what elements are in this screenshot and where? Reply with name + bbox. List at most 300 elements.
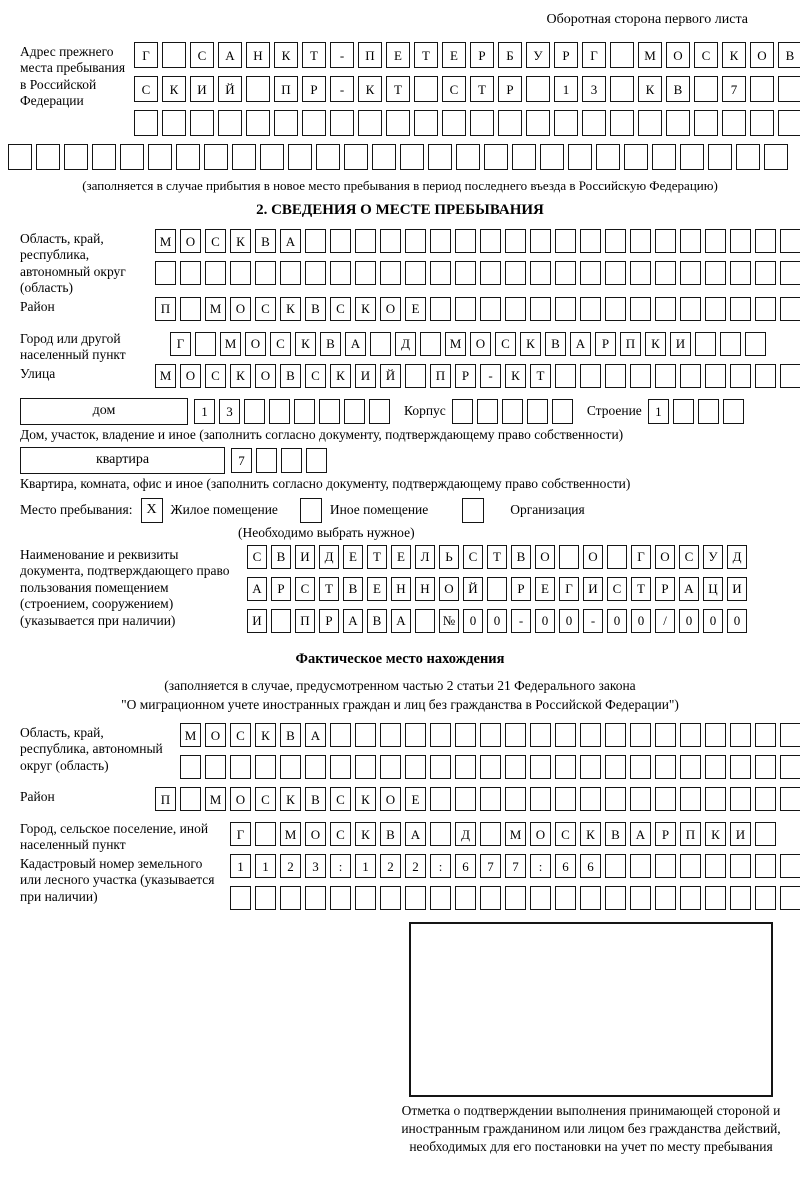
char-cell[interactable] (480, 787, 501, 811)
char-cell[interactable] (505, 886, 526, 910)
char-cell[interactable] (355, 261, 376, 285)
char-cell[interactable]: С (330, 822, 351, 846)
char-cell[interactable] (630, 755, 651, 779)
char-cell[interactable] (134, 110, 158, 136)
char-cell[interactable] (480, 229, 501, 253)
apartment-box[interactable] (20, 447, 225, 474)
char-cell[interactable]: Й (380, 364, 401, 388)
char-cell[interactable]: С (255, 787, 276, 811)
char-cell[interactable]: К (638, 76, 662, 102)
char-cell[interactable]: 1 (255, 854, 276, 878)
char-cell[interactable]: Ц (703, 577, 723, 601)
char-cell[interactable] (480, 886, 501, 910)
char-cell[interactable] (305, 886, 326, 910)
char-cell[interactable]: О (245, 332, 266, 356)
char-cell[interactable]: Н (415, 577, 435, 601)
char-cell[interactable] (180, 755, 201, 779)
char-cell[interactable] (666, 110, 690, 136)
char-cell[interactable] (780, 787, 800, 811)
char-cell[interactable] (255, 261, 276, 285)
char-cell[interactable] (281, 448, 302, 473)
char-cell[interactable] (607, 545, 627, 569)
char-cell[interactable] (630, 787, 651, 811)
char-cell[interactable] (480, 297, 501, 321)
char-cell[interactable] (316, 144, 340, 170)
char-cell[interactable]: : (530, 854, 551, 878)
char-cell[interactable]: 0 (703, 609, 723, 633)
char-cell[interactable] (755, 364, 776, 388)
char-cell[interactable] (630, 364, 651, 388)
char-cell[interactable] (302, 110, 326, 136)
char-cell[interactable]: Й (463, 577, 483, 601)
char-cell[interactable] (605, 364, 626, 388)
char-cell[interactable]: П (680, 822, 701, 846)
char-cell[interactable]: П (295, 609, 315, 633)
char-cell[interactable] (230, 261, 251, 285)
char-cell[interactable]: О (230, 787, 251, 811)
char-cell[interactable] (580, 886, 601, 910)
char-cell[interactable] (176, 144, 200, 170)
char-cell[interactable]: Т (631, 577, 651, 601)
char-cell[interactable]: 6 (455, 854, 476, 878)
char-cell[interactable] (680, 854, 701, 878)
char-cell[interactable]: С (694, 42, 718, 68)
char-cell[interactable]: С (295, 577, 315, 601)
char-cell[interactable] (190, 110, 214, 136)
char-cell[interactable]: В (280, 364, 301, 388)
char-cell[interactable] (380, 886, 401, 910)
char-cell[interactable]: М (205, 297, 226, 321)
char-cell[interactable]: П (274, 76, 298, 102)
char-cell[interactable] (680, 144, 704, 170)
char-cell[interactable] (526, 110, 550, 136)
char-cell[interactable] (405, 229, 426, 253)
char-cell[interactable] (580, 229, 601, 253)
char-cell[interactable]: Р (470, 42, 494, 68)
char-cell[interactable] (605, 886, 626, 910)
char-cell[interactable]: Е (405, 297, 426, 321)
char-cell[interactable]: П (358, 42, 382, 68)
char-cell[interactable] (232, 144, 256, 170)
char-cell[interactable] (415, 609, 435, 633)
char-cell[interactable]: Е (535, 577, 555, 601)
char-cell[interactable]: В (305, 787, 326, 811)
char-cell[interactable] (274, 110, 298, 136)
char-cell[interactable]: Р (554, 42, 578, 68)
char-cell[interactable]: К (355, 787, 376, 811)
char-cell[interactable] (355, 886, 376, 910)
char-cell[interactable] (610, 110, 634, 136)
char-cell[interactable] (580, 755, 601, 779)
char-cell[interactable]: Д (727, 545, 747, 569)
char-cell[interactable] (255, 886, 276, 910)
char-cell[interactable]: С (255, 297, 276, 321)
char-cell[interactable] (8, 144, 32, 170)
char-cell[interactable]: М (445, 332, 466, 356)
char-cell[interactable] (530, 787, 551, 811)
char-cell[interactable]: О (583, 545, 603, 569)
char-cell[interactable]: В (271, 545, 291, 569)
char-cell[interactable] (358, 110, 382, 136)
char-cell[interactable] (305, 755, 326, 779)
char-cell[interactable] (330, 110, 354, 136)
char-cell[interactable]: Г (559, 577, 579, 601)
char-cell[interactable]: К (295, 332, 316, 356)
char-cell[interactable]: М (638, 42, 662, 68)
char-cell[interactable]: Т (386, 76, 410, 102)
char-cell[interactable] (484, 144, 508, 170)
char-cell[interactable] (162, 42, 186, 68)
char-cell[interactable] (480, 822, 501, 846)
char-cell[interactable] (305, 261, 326, 285)
char-cell[interactable] (455, 886, 476, 910)
char-cell[interactable] (380, 723, 401, 747)
char-cell[interactable] (330, 229, 351, 253)
char-cell[interactable]: П (155, 297, 176, 321)
char-cell[interactable]: Т (530, 364, 551, 388)
char-cell[interactable]: 7 (722, 76, 746, 102)
char-cell[interactable]: - (480, 364, 501, 388)
char-cell[interactable]: К (355, 822, 376, 846)
char-cell[interactable]: И (190, 76, 214, 102)
char-cell[interactable] (750, 110, 774, 136)
char-cell[interactable] (319, 399, 340, 424)
char-cell[interactable]: В (367, 609, 387, 633)
char-cell[interactable] (355, 229, 376, 253)
char-cell[interactable] (730, 261, 751, 285)
char-cell[interactable] (430, 229, 451, 253)
char-cell[interactable]: С (270, 332, 291, 356)
char-cell[interactable] (505, 723, 526, 747)
char-cell[interactable]: И (583, 577, 603, 601)
char-cell[interactable]: О (255, 364, 276, 388)
char-cell[interactable] (730, 787, 751, 811)
char-cell[interactable] (705, 364, 726, 388)
char-cell[interactable]: К (505, 364, 526, 388)
char-cell[interactable] (730, 723, 751, 747)
char-cell[interactable] (155, 261, 176, 285)
char-cell[interactable]: И (670, 332, 691, 356)
char-cell[interactable]: К (580, 822, 601, 846)
char-cell[interactable]: 2 (280, 854, 301, 878)
char-cell[interactable]: Р (271, 577, 291, 601)
char-cell[interactable]: А (405, 822, 426, 846)
char-cell[interactable] (405, 755, 426, 779)
char-cell[interactable] (204, 144, 228, 170)
char-cell[interactable]: 6 (580, 854, 601, 878)
char-cell[interactable]: 2 (405, 854, 426, 878)
char-cell[interactable] (680, 261, 701, 285)
char-cell[interactable] (778, 76, 800, 102)
char-cell[interactable]: Т (319, 577, 339, 601)
char-cell[interactable]: Р (655, 577, 675, 601)
char-cell[interactable] (414, 76, 438, 102)
char-cell[interactable]: С (134, 76, 158, 102)
char-cell[interactable]: М (205, 787, 226, 811)
char-cell[interactable]: П (155, 787, 176, 811)
char-cell[interactable]: 1 (554, 76, 578, 102)
char-cell[interactable] (555, 261, 576, 285)
char-cell[interactable]: Н (246, 42, 270, 68)
char-cell[interactable] (386, 110, 410, 136)
char-cell[interactable] (652, 144, 676, 170)
char-cell[interactable] (205, 261, 226, 285)
char-cell[interactable]: Л (415, 545, 435, 569)
char-cell[interactable] (430, 723, 451, 747)
char-cell[interactable] (455, 755, 476, 779)
char-cell[interactable] (610, 42, 634, 68)
char-cell[interactable] (344, 399, 365, 424)
char-cell[interactable]: О (666, 42, 690, 68)
char-cell[interactable] (330, 261, 351, 285)
char-cell[interactable]: И (295, 545, 315, 569)
char-cell[interactable] (722, 110, 746, 136)
char-cell[interactable]: Т (487, 545, 507, 569)
char-cell[interactable] (36, 144, 60, 170)
char-cell[interactable] (430, 787, 451, 811)
char-cell[interactable] (526, 76, 550, 102)
char-cell[interactable]: Й (218, 76, 242, 102)
char-cell[interactable]: А (280, 229, 301, 253)
char-cell[interactable] (120, 144, 144, 170)
char-cell[interactable]: № (439, 609, 459, 633)
char-cell[interactable]: О (380, 297, 401, 321)
char-cell[interactable] (380, 229, 401, 253)
char-cell[interactable]: Г (230, 822, 251, 846)
char-cell[interactable]: К (358, 76, 382, 102)
char-cell[interactable]: И (727, 577, 747, 601)
char-cell[interactable] (280, 886, 301, 910)
char-cell[interactable] (764, 144, 788, 170)
char-cell[interactable] (680, 755, 701, 779)
char-cell[interactable]: 2 (380, 854, 401, 878)
char-cell[interactable]: 7 (231, 448, 252, 473)
char-cell[interactable] (527, 399, 548, 424)
char-cell[interactable] (730, 854, 751, 878)
char-cell[interactable]: А (630, 822, 651, 846)
char-cell[interactable] (244, 399, 265, 424)
char-cell[interactable]: К (274, 42, 298, 68)
char-cell[interactable]: О (439, 577, 459, 601)
char-cell[interactable]: Д (455, 822, 476, 846)
char-cell[interactable] (195, 332, 216, 356)
char-cell[interactable] (477, 399, 498, 424)
char-cell[interactable] (148, 144, 172, 170)
char-cell[interactable] (540, 144, 564, 170)
char-cell[interactable]: - (330, 76, 354, 102)
char-cell[interactable]: 0 (487, 609, 507, 633)
char-cell[interactable]: М (180, 723, 201, 747)
char-cell[interactable]: П (620, 332, 641, 356)
char-cell[interactable] (230, 755, 251, 779)
char-cell[interactable]: 1 (230, 854, 251, 878)
char-cell[interactable] (530, 723, 551, 747)
char-cell[interactable] (162, 110, 186, 136)
char-cell[interactable] (680, 364, 701, 388)
char-cell[interactable] (306, 448, 327, 473)
char-cell[interactable] (655, 297, 676, 321)
char-cell[interactable] (355, 755, 376, 779)
char-cell[interactable] (655, 364, 676, 388)
char-cell[interactable] (405, 261, 426, 285)
char-cell[interactable] (330, 723, 351, 747)
char-cell[interactable]: С (442, 76, 466, 102)
char-cell[interactable]: О (305, 822, 326, 846)
char-cell[interactable] (694, 110, 718, 136)
char-cell[interactable]: Е (343, 545, 363, 569)
char-cell[interactable] (552, 399, 573, 424)
char-cell[interactable] (780, 297, 800, 321)
char-cell[interactable] (260, 144, 284, 170)
char-cell[interactable]: К (722, 42, 746, 68)
char-cell[interactable]: К (355, 297, 376, 321)
char-cell[interactable]: М (280, 822, 301, 846)
char-cell[interactable]: С (679, 545, 699, 569)
char-cell[interactable] (344, 144, 368, 170)
char-cell[interactable] (580, 364, 601, 388)
char-cell[interactable] (420, 332, 441, 356)
char-cell[interactable] (605, 787, 626, 811)
char-cell[interactable]: Р (595, 332, 616, 356)
char-cell[interactable] (505, 297, 526, 321)
char-cell[interactable]: И (355, 364, 376, 388)
char-cell[interactable] (705, 755, 726, 779)
char-cell[interactable]: К (705, 822, 726, 846)
char-cell[interactable]: С (463, 545, 483, 569)
char-cell[interactable] (330, 755, 351, 779)
char-cell[interactable] (638, 110, 662, 136)
char-cell[interactable] (605, 297, 626, 321)
char-cell[interactable] (680, 886, 701, 910)
char-cell[interactable]: В (343, 577, 363, 601)
char-cell[interactable]: 7 (480, 854, 501, 878)
char-cell[interactable]: О (535, 545, 555, 569)
char-cell[interactable]: К (520, 332, 541, 356)
char-cell[interactable] (745, 332, 766, 356)
char-cell[interactable] (705, 854, 726, 878)
char-cell[interactable] (271, 609, 291, 633)
char-cell[interactable]: А (247, 577, 267, 601)
char-cell[interactable]: Г (631, 545, 651, 569)
char-cell[interactable] (487, 577, 507, 601)
char-cell[interactable]: С (190, 42, 214, 68)
char-cell[interactable] (305, 229, 326, 253)
char-cell[interactable] (720, 332, 741, 356)
char-cell[interactable]: 0 (463, 609, 483, 633)
char-cell[interactable] (630, 261, 651, 285)
char-cell[interactable] (555, 229, 576, 253)
char-cell[interactable] (580, 787, 601, 811)
char-cell[interactable]: 1 (648, 399, 669, 424)
char-cell[interactable]: 0 (535, 609, 555, 633)
char-cell[interactable] (580, 261, 601, 285)
char-cell[interactable] (780, 723, 800, 747)
char-cell[interactable] (694, 76, 718, 102)
char-cell[interactable]: С (607, 577, 627, 601)
char-cell[interactable]: В (280, 723, 301, 747)
char-cell[interactable] (555, 364, 576, 388)
char-cell[interactable]: Р (498, 76, 522, 102)
char-cell[interactable]: : (430, 854, 451, 878)
char-cell[interactable] (205, 755, 226, 779)
char-cell[interactable]: О (470, 332, 491, 356)
char-cell[interactable]: В (255, 229, 276, 253)
char-cell[interactable] (230, 886, 251, 910)
char-cell[interactable] (780, 854, 800, 878)
char-cell[interactable]: Т (367, 545, 387, 569)
char-cell[interactable] (405, 364, 426, 388)
char-cell[interactable] (400, 144, 424, 170)
char-cell[interactable]: К (230, 229, 251, 253)
char-cell[interactable]: 0 (631, 609, 651, 633)
char-cell[interactable] (180, 297, 201, 321)
char-cell[interactable]: В (511, 545, 531, 569)
char-cell[interactable] (480, 723, 501, 747)
char-cell[interactable] (680, 229, 701, 253)
char-cell[interactable] (755, 723, 776, 747)
char-cell[interactable] (530, 229, 551, 253)
char-cell[interactable] (730, 755, 751, 779)
char-cell[interactable] (530, 297, 551, 321)
char-cell[interactable]: С (495, 332, 516, 356)
char-cell[interactable]: С (205, 364, 226, 388)
char-cell[interactable] (555, 297, 576, 321)
char-cell[interactable] (455, 229, 476, 253)
char-cell[interactable] (655, 261, 676, 285)
char-cell[interactable] (605, 229, 626, 253)
char-cell[interactable] (505, 261, 526, 285)
char-cell[interactable]: Г (582, 42, 606, 68)
char-cell[interactable]: С (555, 822, 576, 846)
char-cell[interactable] (559, 545, 579, 569)
char-cell[interactable]: К (280, 787, 301, 811)
char-cell[interactable] (180, 261, 201, 285)
char-cell[interactable] (370, 332, 391, 356)
char-cell[interactable]: Р (319, 609, 339, 633)
char-cell[interactable] (610, 76, 634, 102)
char-cell[interactable]: К (162, 76, 186, 102)
char-cell[interactable] (442, 110, 466, 136)
char-cell[interactable]: О (655, 545, 675, 569)
char-cell[interactable] (530, 755, 551, 779)
char-cell[interactable] (705, 723, 726, 747)
char-cell[interactable]: Е (391, 545, 411, 569)
char-cell[interactable] (755, 229, 776, 253)
char-cell[interactable] (530, 886, 551, 910)
char-cell[interactable]: С (205, 229, 226, 253)
char-cell[interactable] (655, 886, 676, 910)
char-cell[interactable]: К (330, 364, 351, 388)
char-cell[interactable]: А (218, 42, 242, 68)
char-cell[interactable] (502, 399, 523, 424)
char-cell[interactable] (498, 110, 522, 136)
char-cell[interactable]: О (205, 723, 226, 747)
char-cell[interactable]: О (750, 42, 774, 68)
char-cell[interactable] (330, 886, 351, 910)
char-cell[interactable]: В (545, 332, 566, 356)
char-cell[interactable]: 1 (194, 399, 215, 424)
char-cell[interactable] (555, 886, 576, 910)
char-cell[interactable]: В (778, 42, 800, 68)
char-cell[interactable] (778, 110, 800, 136)
char-cell[interactable]: М (505, 822, 526, 846)
char-cell[interactable]: 6 (555, 854, 576, 878)
char-cell[interactable] (180, 787, 201, 811)
char-cell[interactable]: 0 (607, 609, 627, 633)
char-cell[interactable] (780, 229, 800, 253)
char-cell[interactable] (256, 448, 277, 473)
char-cell[interactable]: К (280, 297, 301, 321)
